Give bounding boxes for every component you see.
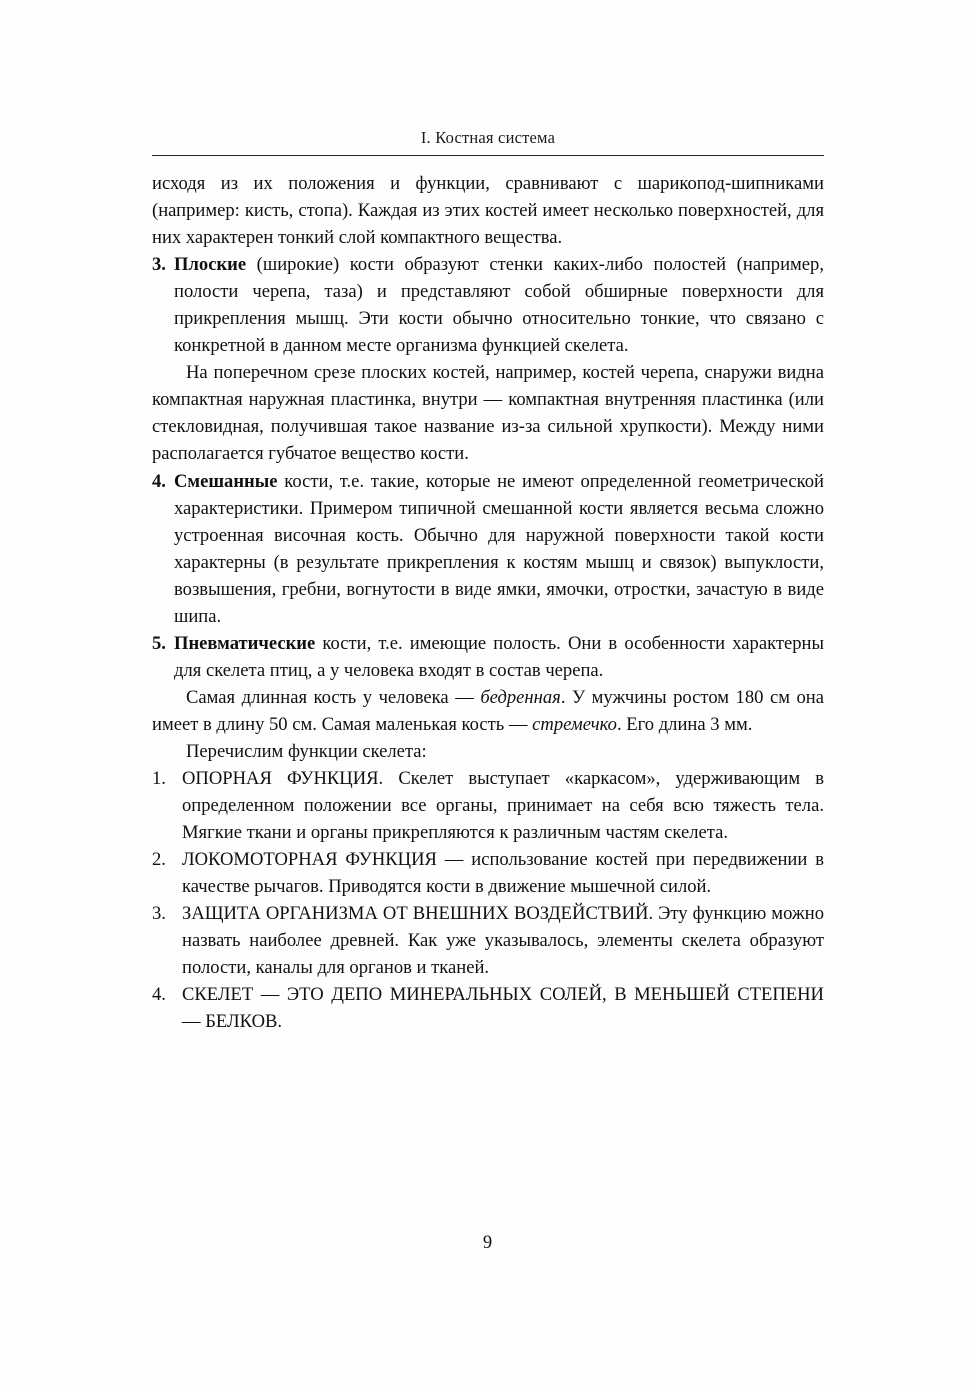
term-femur: бедренная xyxy=(480,686,561,708)
running-head: I. Костная система xyxy=(420,128,556,147)
list-item-flat-bones xyxy=(152,251,824,359)
function-item-3 xyxy=(152,900,824,981)
list-item-text xyxy=(174,251,824,359)
list-marker: 2. xyxy=(152,849,166,871)
term-mixed: Смешанные xyxy=(174,470,278,492)
list-item-mixed-bones xyxy=(152,468,824,630)
paragraph-cross-section: На поперечном срезе плоских костей, например, костей черепа, снаружи видна компактная наружная пластинка, внутри — компактная внутренняя пластинка (или стекловидная, получившая такое название из-за сильной хрупкости). Между ними располагается губчатое вещество кости. xyxy=(152,362,824,465)
term-stapes: стремечко xyxy=(532,713,617,735)
page-number: 9 xyxy=(482,1232,493,1253)
term-flat: Плоские xyxy=(174,254,247,276)
function-text: ЛОКОМОТОРНАЯ ФУНКЦИЯ — использование костей при передвижении в качестве рычагов. Приводятся кости в движение мышечной силой. xyxy=(182,849,824,898)
function-text: СКЕЛЕТ — ЭТО ДЕПО МИНЕРАЛЬНЫХ СОЛЕЙ, В МЕНЬШЕЙ СТЕПЕНИ — БЕЛКОВ. xyxy=(182,984,824,1033)
term-pneumatic: Пневматические xyxy=(174,632,316,654)
paragraph-list-intro: Перечислим функции скелета: xyxy=(186,740,427,762)
paragraph-longest-bone xyxy=(152,684,824,738)
longest-bone-part-c: . Его длина 3 мм. xyxy=(616,713,753,735)
function-item-2 xyxy=(152,846,824,900)
longest-bone-part-a: Самая длинная кость у человека — xyxy=(186,686,481,708)
paragraph-continuation: исходя из их положения и функции, сравнивают с шарикопод-шипниками (например: кисть, стопа). Каждая из этих костей имеет несколько поверхностей, для них характерен тонкий слой компактного вещества. xyxy=(152,173,824,249)
list-marker: 3. xyxy=(152,903,166,925)
function-text: ЗАЩИТА ОРГАНИЗМА ОТ ВНЕШНИХ ВОЗДЕЙСТВИЙ. Эту функцию можно назвать наиболее древней. Как уже указывалось, элементы скелета образуют полости, каналы для органов и тканей. xyxy=(182,903,824,979)
list-item-text xyxy=(174,468,824,630)
function-text: ОПОРНАЯ ФУНКЦИЯ. Скелет выступает «каркасом», удерживающим в определенном положении все органы, принимает на себя всю тяжесть тела. Мягкие ткани и органы прикрепляются к различным частям скелета. xyxy=(182,768,824,844)
list-item-text xyxy=(174,630,824,684)
function-item-1 xyxy=(152,765,824,846)
page-content xyxy=(152,128,824,1036)
term-pneumatic-rest: кости, т.е. имеющие полость. Они в особенности характерны для скелета птиц, а у человека входят в состав черепа. xyxy=(174,632,824,681)
list-marker: 4. xyxy=(152,470,166,492)
list-marker: 5. xyxy=(152,632,166,654)
list-marker: 3. xyxy=(152,254,166,276)
term-mixed-rest: кости, т.е. такие, которые не имеют определенной геометрической характеристики. Примером типичной смешанной кости является весьма сложно устроенная височная кость. Обычно для наружной поверхности такой кости характерны (в результате прикрепления к костям мышц и связок) выпуклости, возвышения, гребни, вогнутости в виде ямки, ямочки, отростки, зачастую в виде шипа. xyxy=(174,470,824,627)
function-item-4 xyxy=(152,981,824,1035)
list-marker: 1. xyxy=(152,768,166,790)
longest-bone-part-b: . У мужчины ростом 180 см она имеет в длину 50 см. Самая маленькая кость — xyxy=(152,686,824,735)
list-item-pneumatic-bones xyxy=(152,630,824,684)
term-flat-rest: (широкие) кости образуют стенки каких-либо полостей (например, полости черепа, таза) и представляют собой обширные поверхности для прикрепления мышц. Эти кости обычно относительно тонкие, что связано с конкретной в данном месте организма функцией скелета. xyxy=(174,254,824,357)
body-text xyxy=(152,170,824,1036)
list-marker: 4. xyxy=(152,984,166,1006)
header-rule xyxy=(152,155,824,156)
